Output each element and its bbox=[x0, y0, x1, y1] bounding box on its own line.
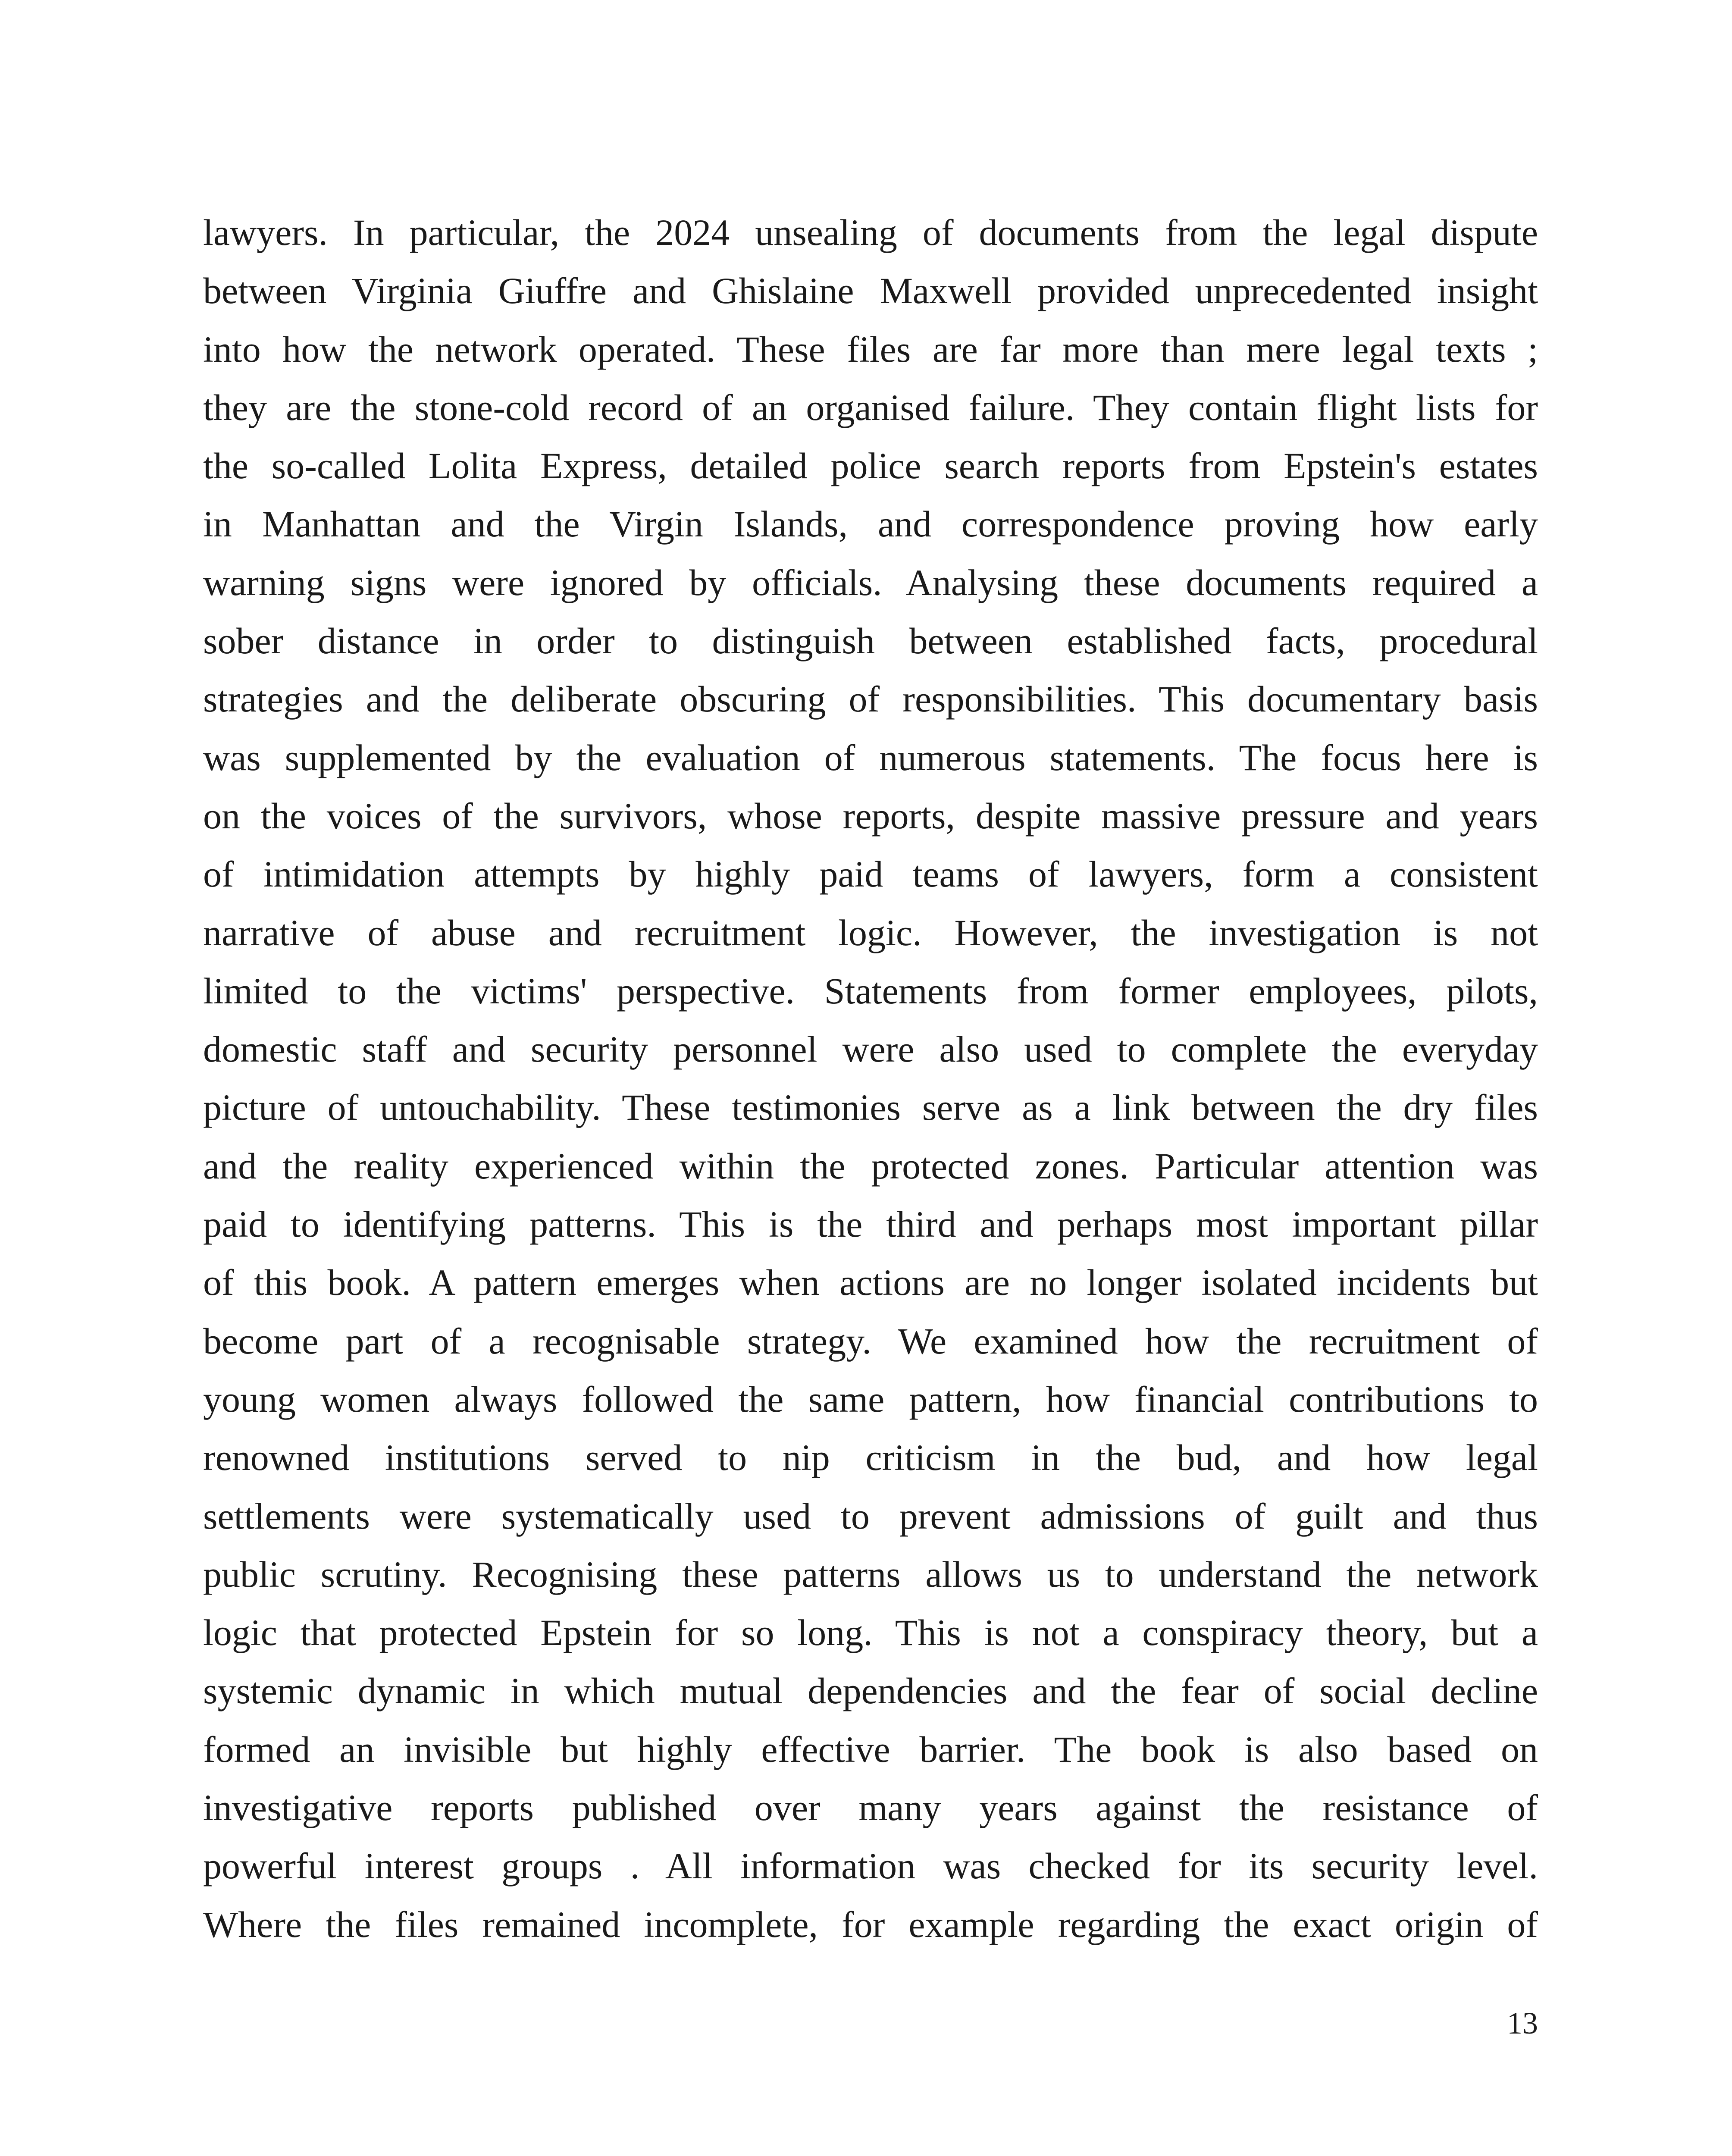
text-line: investigative reports published over many years against the resistance of bbox=[203, 1787, 1538, 1829]
text-line: picture of untouchability. These testimonies serve as a link between the dry files bbox=[203, 1087, 1538, 1128]
text-line: formed an invisible but highly effective barrier. The book is also based on bbox=[203, 1728, 1538, 1770]
text-line: domestic staff and security personnel were also used to complete the everyday bbox=[203, 1028, 1538, 1070]
text-line: systemic dynamic in which mutual dependencies and the fear of social decline bbox=[203, 1670, 1538, 1712]
text-line: public scrutiny. Recognising these patterns allows us to understand the network bbox=[203, 1553, 1538, 1595]
text-line: on the voices of the survivors, whose reports, despite massive pressure and years bbox=[203, 795, 1538, 837]
text-line: lawyers. In particular, the 2024 unsealing of documents from the legal dispute bbox=[203, 212, 1538, 253]
text-line: renowned institutions served to nip criticism in the bud, and how legal bbox=[203, 1437, 1538, 1479]
text-line: into how the network operated. These files are far more than mere legal texts ; bbox=[203, 328, 1538, 370]
text-line: young women always followed the same pattern, how financial contributions to bbox=[203, 1378, 1538, 1420]
text-line: in Manhattan and the Virgin Islands, and correspondence proving how early bbox=[203, 503, 1538, 545]
text-line: narrative of abuse and recruitment logic. However, the investigation is not bbox=[203, 912, 1538, 953]
text-line: powerful interest groups . All information was checked for its security level. bbox=[203, 1845, 1538, 1887]
text-line: strategies and the deliberate obscuring of responsibilities. This documentary basis bbox=[203, 678, 1538, 720]
text-line: the so-called Lolita Express, detailed police search reports from Epstein's estates bbox=[203, 445, 1538, 487]
body-paragraph bbox=[203, 204, 1538, 1954]
page-number: 13 bbox=[1507, 2006, 1538, 2040]
text-line: become part of a recognisable strategy. We examined how the recruitment of bbox=[203, 1320, 1538, 1362]
text-line: and the reality experienced within the protected zones. Particular attention was bbox=[203, 1145, 1538, 1187]
text-line: sober distance in order to distinguish between established facts, procedural bbox=[203, 620, 1538, 662]
text-line: they are the stone-cold record of an organised failure. They contain flight lists for bbox=[203, 386, 1538, 428]
text-line: warning signs were ignored by officials. Analysing these documents required a bbox=[203, 561, 1538, 603]
text-line: paid to identifying patterns. This is the third and perhaps most important pillar bbox=[203, 1203, 1538, 1245]
text-line: of intimidation attempts by highly paid teams of lawyers, form a consistent bbox=[203, 853, 1538, 895]
text-line: limited to the victims' perspective. Statements from former employees, pilots, bbox=[203, 970, 1538, 1012]
text-line: of this book. A pattern emerges when actions are no longer isolated incidents but bbox=[203, 1262, 1538, 1304]
text-line: was supplemented by the evaluation of numerous statements. The focus here is bbox=[203, 736, 1538, 778]
text-line: settlements were systematically used to prevent admissions of guilt and thus bbox=[203, 1495, 1538, 1537]
text-line: between Virginia Giuffre and Ghislaine Maxwell provided unprecedented insight bbox=[203, 270, 1538, 312]
text-line: logic that protected Epstein for so long. This is not a conspiracy theory, but a bbox=[203, 1612, 1538, 1654]
text-line: Where the files remained incomplete, for example regarding the exact origin of bbox=[203, 1903, 1538, 1945]
